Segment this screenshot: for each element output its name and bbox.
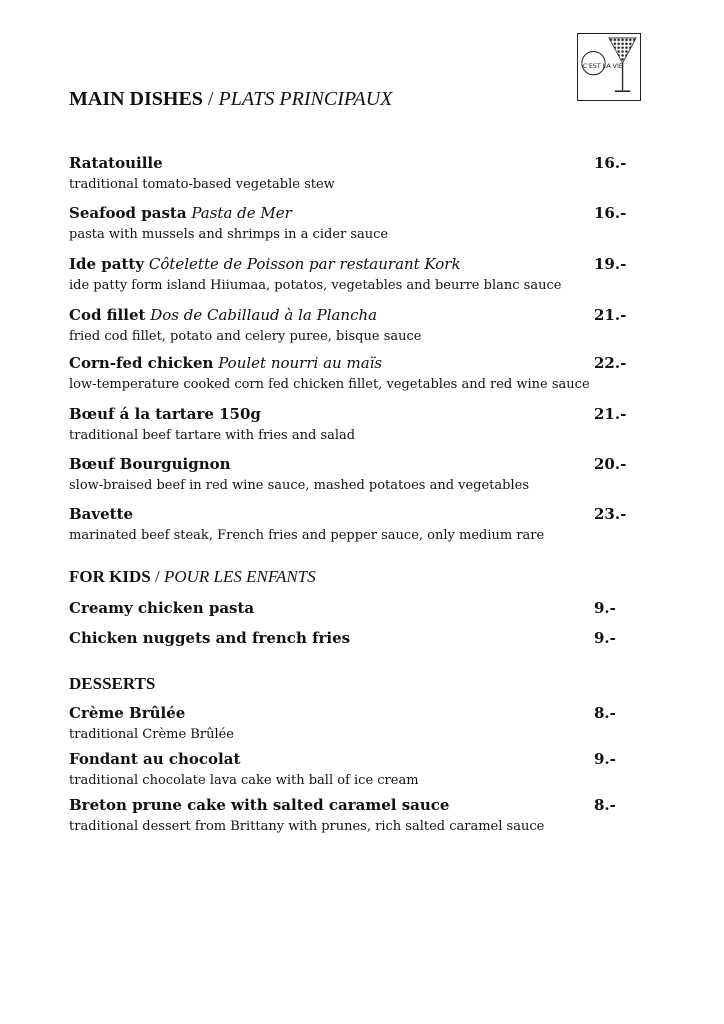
item-alt-name: Côtelette de Poisson par restaurant Kork — [148, 255, 461, 273]
main-dishes-title: MAIN DISHES / PLATS PRINCIPAUX — [69, 88, 393, 110]
menu-item — [69, 405, 629, 445]
item-alt-name: Poulet nourri au maïs — [218, 354, 383, 372]
item-name: Breton prune cake with salted caramel sauce — [69, 796, 450, 814]
logo-text: C'EST LA VIE — [582, 62, 623, 70]
item-price: 19.- — [594, 255, 627, 273]
item-name: Chicken nuggets and french fries — [69, 629, 351, 647]
item-name: Seafood pasta — [69, 204, 187, 222]
item-price: 21.- — [594, 405, 627, 423]
menu-item — [69, 154, 629, 194]
item-name: Ratatouille — [69, 154, 163, 172]
menu-item — [69, 750, 629, 790]
item-price: 9.- — [594, 750, 616, 768]
menu-item — [69, 455, 629, 495]
item-price: 8.- — [594, 704, 616, 722]
item-name: Bœuf Bourguignon — [69, 455, 231, 473]
item-price: 16.- — [594, 204, 627, 222]
item-name: Corn-fed chicken — [69, 354, 214, 372]
menu-item — [69, 306, 629, 346]
item-description: marinated beef steak, French fries and pepper sauce, only medium rare — [69, 528, 545, 543]
item-name: Cod fillet — [69, 306, 146, 324]
item-description: traditional Crème Brûlée — [69, 727, 234, 742]
menu-item — [69, 796, 629, 836]
item-description: traditional dessert from Brittany with prunes, rich salted caramel sauce — [69, 819, 545, 834]
item-name: Bœuf á la tartare 150g — [69, 405, 261, 423]
item-description: slow-braised beef in red wine sauce, mashed potatoes and vegetables — [69, 478, 530, 493]
desserts-title: DESSERTS — [69, 674, 156, 693]
item-price: 23.- — [594, 505, 627, 523]
kids-title: FOR KIDS / POUR LES ENFANTS — [69, 567, 316, 586]
item-alt-name: Pasta de Mer — [191, 204, 292, 222]
menu-item — [69, 599, 629, 621]
menu-item — [69, 704, 629, 744]
item-name: Fondant au chocolat — [69, 750, 241, 768]
menu-item — [69, 629, 629, 651]
item-description: traditional chocolate lava cake with ball of ice cream — [69, 773, 419, 788]
item-name: Creamy chicken pasta — [69, 599, 255, 617]
item-price: 16.- — [594, 154, 627, 172]
menu-item — [69, 204, 629, 244]
item-price: 21.- — [594, 306, 627, 324]
restaurant-logo — [577, 33, 641, 101]
item-alt-name: Dos de Cabillaud à la Plancha — [150, 306, 378, 324]
item-description: traditional beef tartare with fries and salad — [69, 428, 356, 443]
item-description: low-temperature cooked corn fed chicken fillet, vegetables and red wine sauce — [69, 377, 590, 392]
item-price: 20.- — [594, 455, 627, 473]
item-name: Ide patty — [69, 255, 145, 273]
item-name: Bavette — [69, 505, 134, 523]
item-description: ide patty form island Hiiumaa, potatos, vegetables and beurre blanc sauce — [69, 278, 562, 293]
menu-item — [69, 255, 629, 295]
menu-item — [69, 354, 629, 394]
item-price: 8.- — [594, 796, 616, 814]
item-description: pasta with mussels and shrimps in a cider sauce — [69, 227, 389, 242]
item-price: 9.- — [594, 629, 616, 647]
item-description: traditional tomato-based vegetable stew — [69, 177, 335, 192]
item-name: Crème Brûlée — [69, 704, 186, 722]
menu-item — [69, 505, 629, 545]
item-price: 22.- — [594, 354, 627, 372]
item-description: fried cod fillet, potato and celery puree, bisque sauce — [69, 329, 422, 344]
item-price: 9.- — [594, 599, 616, 617]
cocktail-glass-logo — [578, 34, 640, 100]
